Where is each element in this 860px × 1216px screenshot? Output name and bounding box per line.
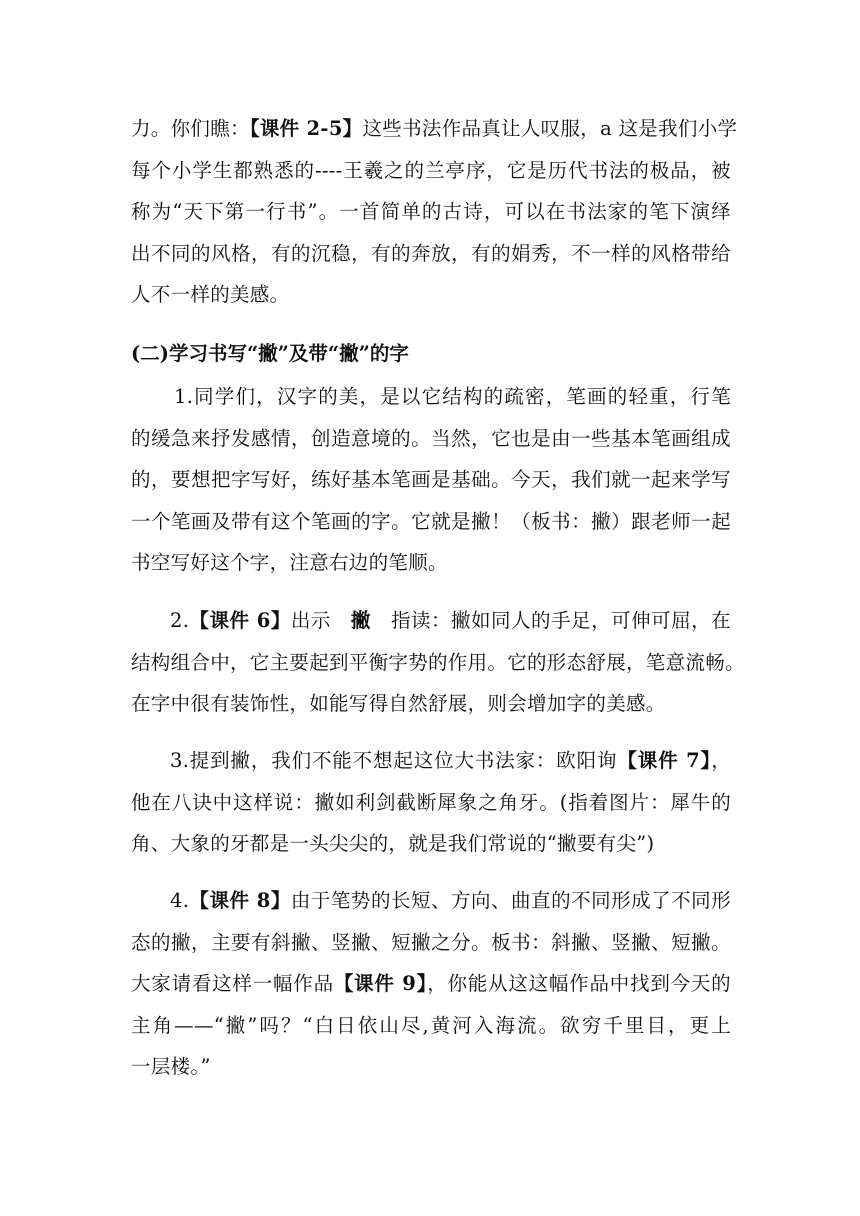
text-line	[131, 108, 738, 150]
text-line: 每个小学生都熟悉的----王羲之的兰亭序，它是历代书法的极品，被	[131, 158, 731, 182]
text-line: 他在八诀中这样说：撇如利剑截断犀象之角牙。(指着图片：犀牛的	[131, 790, 731, 814]
paragraph-courseware-8	[131, 880, 731, 1088]
text-line: 在字中很有装饰性，如能写得自然舒展，则会增加字的美感。	[131, 692, 666, 715]
text-line: 出不同的风格，有的沉稳，有的奔放，有的娟秀，不一样的风格带给	[131, 241, 731, 265]
text-run: 2.	[170, 609, 190, 632]
paragraph-courseware-7	[131, 740, 731, 865]
text-line: 角、大象的牙都是一头尖尖的，就是我们常说的“撇要有尖”)	[131, 832, 655, 855]
paragraph-calligraphy-intro	[131, 108, 738, 316]
text-run: 大家请看这样一幅作品	[131, 972, 334, 995]
text-line: 1.同学们，汉字的美，是以它结构的疏密，笔画的轻重，行笔	[174, 385, 731, 408]
courseware-ref: 【课件 9】	[333, 972, 428, 995]
text-run: 指读：撇如同人的手足，可伸可屈，在	[370, 609, 731, 632]
text-line: 结构组合中，它主要起到平衡字势的作用。它的形态舒展，笔意流畅。	[131, 650, 745, 674]
text-line: 主角——“撇”吗？“白日依山尽,黄河入海流。欲穷千里目，更上	[131, 1013, 731, 1037]
text-run: 力。你们瞧：	[131, 117, 250, 140]
courseware-ref: 【课件 8】	[189, 889, 291, 912]
text-run: 3.提到撇，我们不能不想起这位大书法家：欧阳询	[170, 749, 618, 772]
text-line	[131, 740, 731, 782]
text-line	[131, 600, 731, 642]
text-line: 一层楼。”	[131, 1055, 211, 1078]
text-line: 称为“天下第一行书”。一首简单的古诗，可以在书法家的笔下演绎	[131, 200, 731, 223]
paragraph-courseware-6	[131, 600, 745, 725]
text-line	[131, 880, 731, 922]
text-run: 出示	[290, 609, 351, 632]
courseware-ref: 【课件 2-5】	[249, 117, 363, 140]
text-line: 的缓急来抒发感情，创造意境的。当然，它也是由一些基本笔画组成	[131, 426, 731, 450]
text-line: 态的撇，主要有斜撇、竖撇、短撇之分。板书：斜撇、竖撇、短撇。	[131, 930, 731, 954]
text-run: ，	[711, 749, 731, 772]
text-line: 人不一样的美感。	[131, 283, 290, 306]
text-run: 由于笔势的长短、方向、曲直的不同形成了不同形	[290, 889, 731, 912]
text-line	[131, 963, 731, 1005]
text-line: 书空写好这个字，注意右边的笔顺。	[131, 551, 448, 574]
highlighted-character: 撇	[350, 609, 371, 632]
text-line: 一个笔画及带有这个笔画的字。它就是撇！（板书：撇）跟老师一起	[131, 509, 731, 533]
courseware-ref: 【课件 7】	[617, 749, 712, 772]
text-run: 这些书法作品真让人叹服，a 这是我们小学	[362, 117, 738, 140]
text-run: ，你能从这这幅作品中找到今天的	[427, 972, 731, 995]
paragraph-stroke-intro	[131, 376, 731, 584]
text-line: 的，要想把字写好，练好基本笔画是基础。今天，我们就一起来学写	[131, 468, 731, 491]
courseware-ref: 【课件 6】	[189, 609, 291, 632]
section-heading: (二)学习书写“撇”及带“撇”的字	[131, 342, 409, 365]
text-run: 4.	[170, 889, 190, 912]
